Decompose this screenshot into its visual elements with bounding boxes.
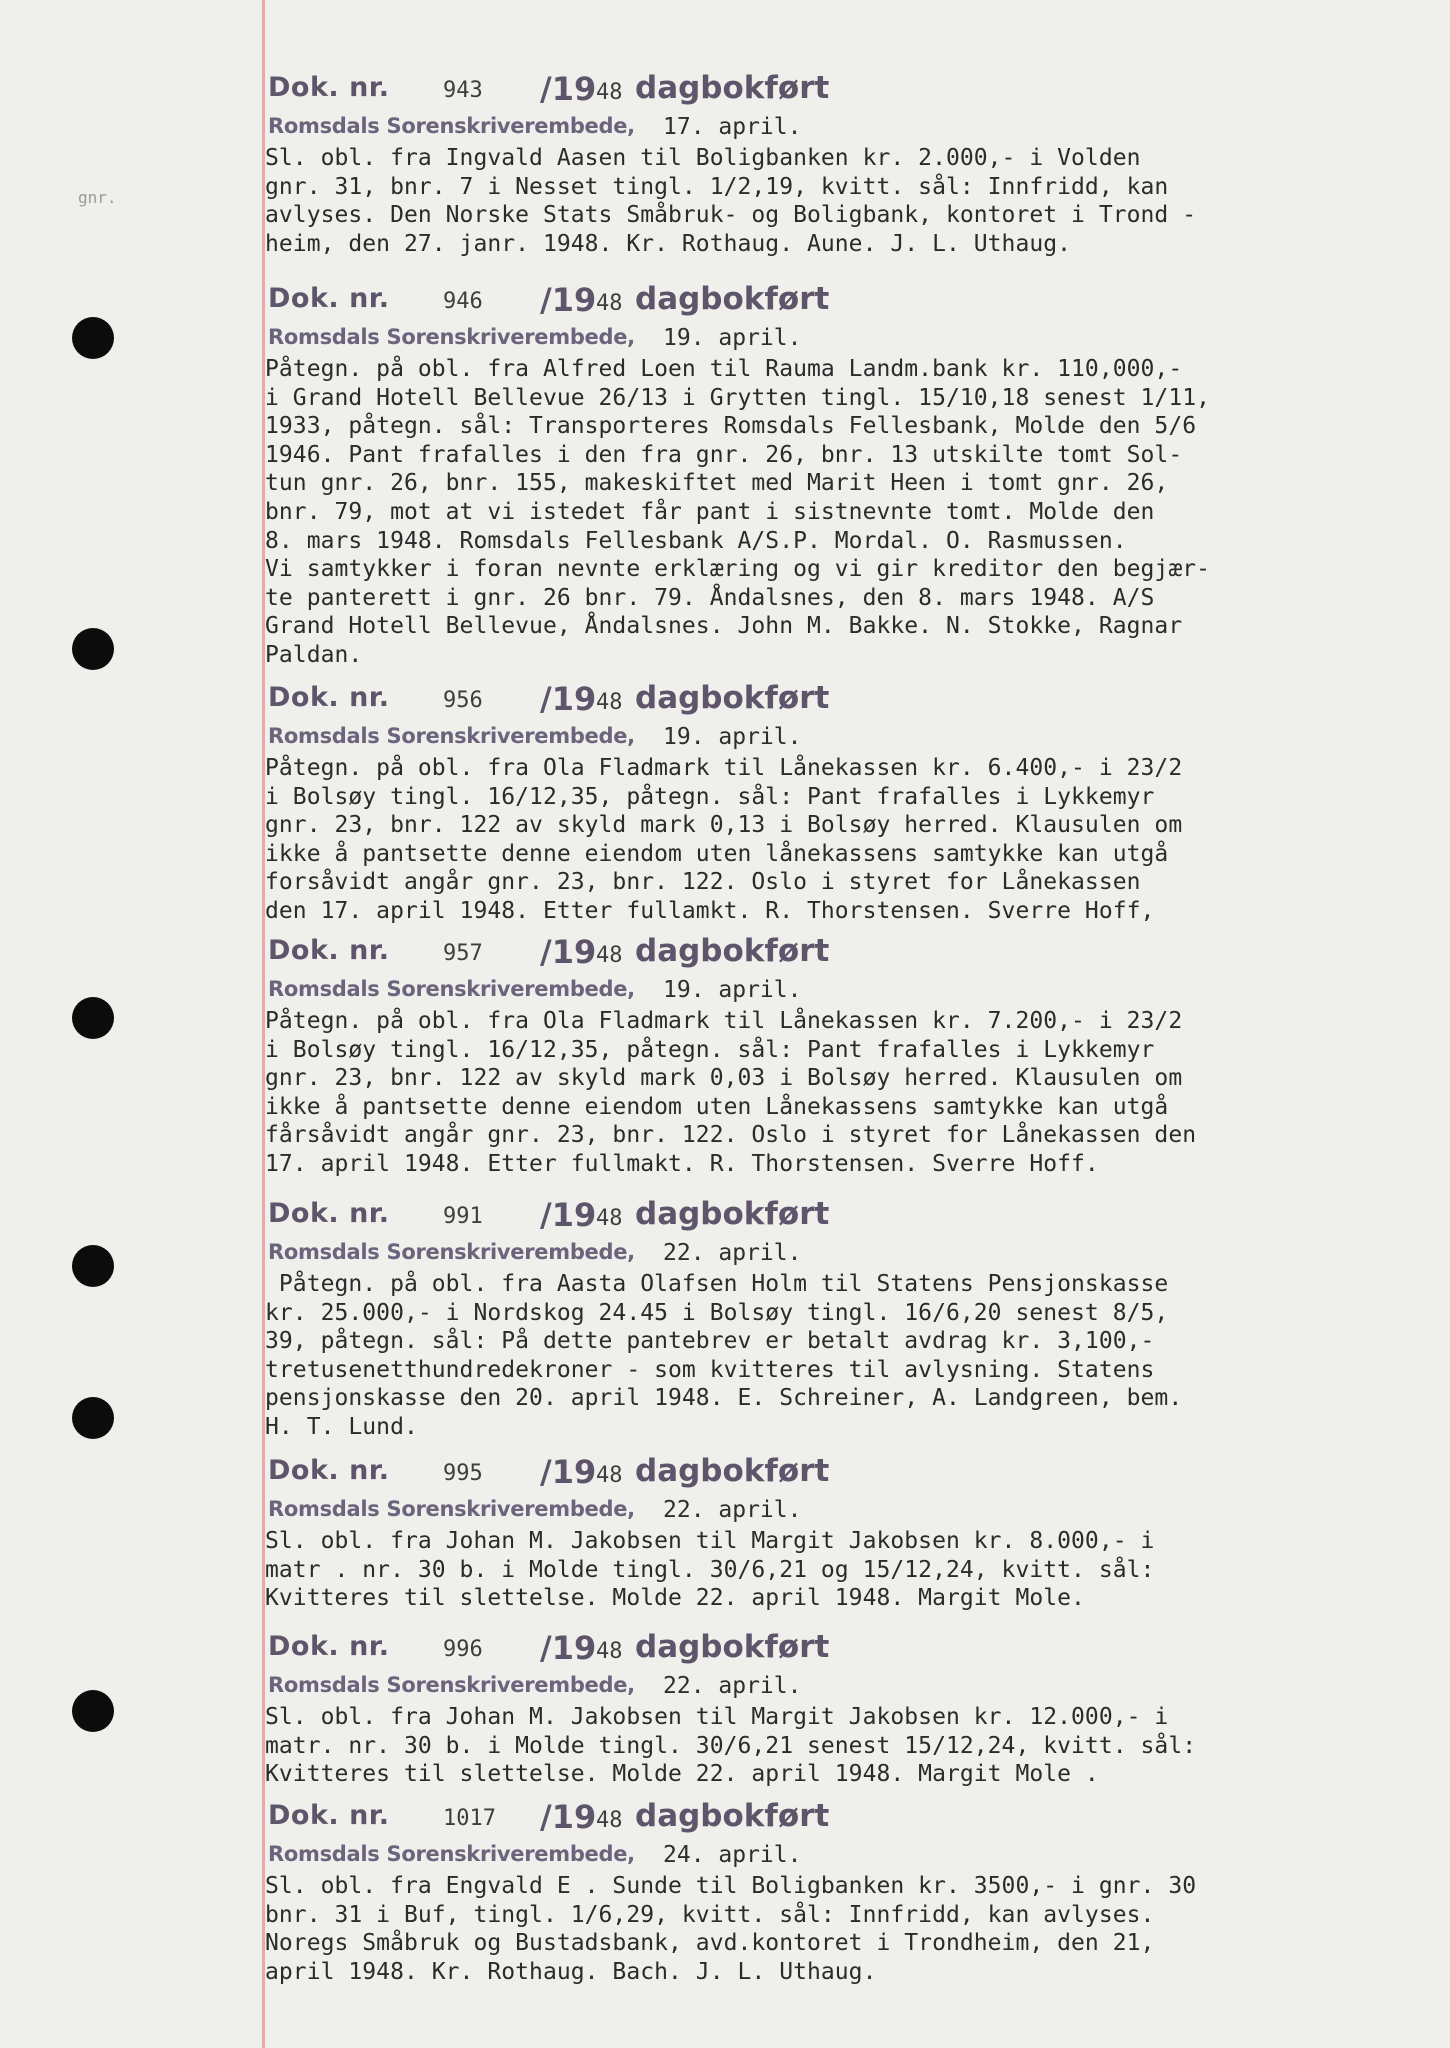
text-line: Paldan. bbox=[265, 641, 363, 668]
text-line: fårsåvidt angår gnr. 23, bnr. 122. Oslo i styret for Lånekassen den bbox=[265, 1122, 1197, 1149]
text-line: Sl. obl. fra Johan M. Jakobsen til Margit Jakobsen kr. 12.000,- i bbox=[265, 1704, 1169, 1730]
office-line bbox=[265, 1673, 1425, 1703]
year-suffix: 48 bbox=[596, 943, 623, 968]
document-entry bbox=[265, 1631, 1425, 1789]
dok-label: Dok. nr. bbox=[268, 1198, 390, 1229]
year-prefix: /19 bbox=[540, 1798, 597, 1836]
dagbok-stamp bbox=[265, 1455, 1425, 1495]
document-entry bbox=[265, 72, 1425, 258]
document-number: 956 bbox=[443, 688, 483, 713]
dok-label: Dok. nr. bbox=[268, 1800, 390, 1831]
text-line: i Bolsøy tingl. 16/12,35, påtegn. sål: Pant frafalles i Lykkemyr bbox=[265, 1036, 1155, 1063]
text-line: Kvitteres til slettelse. Molde 22. april 1948. Margit Mole . bbox=[265, 1761, 1099, 1788]
document-entry bbox=[265, 1198, 1425, 1442]
year-prefix: /19 bbox=[540, 70, 597, 108]
punch-hole-icon bbox=[72, 1397, 114, 1439]
stamp-text: dagbokført bbox=[635, 1798, 830, 1834]
dok-label: Dok. nr. bbox=[268, 682, 390, 713]
year-suffix: 48 bbox=[596, 291, 623, 316]
document-number: 991 bbox=[443, 1204, 483, 1229]
entry-date: 24. april. bbox=[663, 1842, 802, 1868]
stamp-text: dagbokført bbox=[635, 1629, 830, 1665]
document-number: 943 bbox=[443, 78, 483, 103]
office-stamp: Romsdals Sorenskriverembede, bbox=[268, 1673, 635, 1697]
text-line: tun gnr. 26, bnr. 155, makeskiftet med Marit Heen i tomt gnr. 26, bbox=[265, 470, 1169, 497]
text-line: gnr. 23, bnr. 122 av skyld mark 0,03 i Bolsøy herred. Klausulen om bbox=[265, 1065, 1183, 1092]
stamp-text: dagbokført bbox=[635, 1453, 830, 1489]
office-line bbox=[265, 1240, 1425, 1270]
year-suffix: 48 bbox=[596, 1206, 623, 1231]
text-line: matr . nr. 30 b. i Molde tingl. 30/6,21 og 15/12,24, kvitt. sål: bbox=[265, 1556, 1155, 1583]
stamp-text: dagbokført bbox=[635, 1196, 830, 1232]
text-line: i Bolsøy tingl. 16/12,35, påtegn. sål: Pant frafalles i Lykkemyr bbox=[265, 783, 1155, 810]
text-line: Påtegn. på obl. fra Alfred Loen til Rauma Landm.bank kr. 110,000,- bbox=[265, 356, 1183, 382]
text-line: Noregs Småbruk og Bustadsbank, avd.kontoret i Trondheim, den 21, bbox=[265, 1930, 1155, 1957]
entry-date: 19. april. bbox=[663, 325, 802, 351]
dok-label: Dok. nr. bbox=[268, 1631, 390, 1662]
dok-label: Dok. nr. bbox=[268, 283, 390, 314]
dagbok-stamp bbox=[265, 283, 1425, 323]
office-stamp: Romsdals Sorenskriverembede, bbox=[268, 1240, 635, 1264]
year-suffix: 48 bbox=[596, 80, 623, 105]
year-suffix: 48 bbox=[596, 1463, 623, 1488]
text-line: avlyses. Den Norske Stats Småbruk- og Boligbank, kontoret i Trond - bbox=[265, 202, 1197, 229]
punch-hole-icon bbox=[72, 1245, 114, 1287]
year-prefix: /19 bbox=[540, 1196, 597, 1234]
text-line: heim, den 27. janr. 1948. Kr. Rothaug. Aune. J. L. Uthaug. bbox=[265, 230, 1072, 257]
document-number: 995 bbox=[443, 1461, 483, 1486]
side-note: gnr. bbox=[78, 188, 117, 207]
year-prefix: /19 bbox=[540, 281, 597, 319]
year-prefix: /19 bbox=[540, 1629, 597, 1667]
text-line: H. T. Lund. bbox=[265, 1413, 418, 1440]
text-line: 17. april 1948. Etter fullmakt. R. Thorstensen. Sverre Hoff. bbox=[265, 1150, 1099, 1177]
text-line: Sl. obl. fra Ingvald Aasen til Boligbanken kr. 2.000,- i Volden bbox=[265, 145, 1141, 171]
text-line: 8. mars 1948. Romsdals Fellesbank A/S.P. Mordal. O. Rasmussen. bbox=[265, 527, 1127, 554]
office-stamp: Romsdals Sorenskriverembede, bbox=[268, 1842, 635, 1866]
stamp-text: dagbokført bbox=[635, 680, 830, 716]
text-line: Påtegn. på obl. fra Ola Fladmark til Lånekassen kr. 7.200,- i 23/2 bbox=[265, 1008, 1183, 1034]
stamp-text: dagbokført bbox=[635, 933, 830, 969]
text-line: 1946. Pant frafalles i den fra gnr. 26, bnr. 13 utskilte tomt Sol- bbox=[265, 441, 1183, 468]
entry-date: 19. april. bbox=[663, 977, 802, 1003]
text-line: april 1948. Kr. Rothaug. Bach. J. L. Uthaug. bbox=[265, 1958, 877, 1985]
office-stamp: Romsdals Sorenskriverembede, bbox=[268, 977, 635, 1001]
dagbok-stamp bbox=[265, 1198, 1425, 1238]
document-number: 946 bbox=[443, 289, 483, 314]
text-line: ikke å pantsette denne eiendom uten Lånekassens samtykke kan utgå bbox=[265, 1093, 1169, 1120]
dagbok-stamp bbox=[265, 935, 1425, 975]
text-line: gnr. 23, bnr. 122 av skyld mark 0,13 i Bolsøy herred. Klausulen om bbox=[265, 812, 1183, 839]
text-line: den 17. april 1948. Etter fullamkt. R. Thorstensen. Sverre Hoff, bbox=[265, 897, 1155, 924]
punch-hole-icon bbox=[72, 997, 114, 1039]
year-prefix: /19 bbox=[540, 933, 597, 971]
year-suffix: 48 bbox=[596, 1808, 623, 1833]
punch-hole-icon bbox=[72, 1690, 114, 1732]
text-line: Vi samtykker i foran nevnte erklæring og vi gir kreditor den begjær- bbox=[265, 556, 1211, 583]
office-line bbox=[265, 325, 1425, 355]
document-number: 996 bbox=[443, 1637, 483, 1662]
office-stamp: Romsdals Sorenskriverembede, bbox=[268, 724, 635, 748]
entry-date: 19. april. bbox=[663, 724, 802, 750]
stamp-text: dagbokført bbox=[635, 70, 830, 106]
text-line: Sl. obl. fra Johan M. Jakobsen til Margit Jakobsen kr. 8.000,- i bbox=[265, 1528, 1155, 1554]
text-line: bnr. 31 i Buf, tingl. 1/6,29, kvitt. sål: Innfridd, kan avlyses. bbox=[265, 1901, 1155, 1928]
office-line bbox=[265, 1842, 1425, 1872]
text-line: Kvitteres til slettelse. Molde 22. april 1948. Margit Mole. bbox=[265, 1585, 1085, 1612]
year-suffix: 48 bbox=[596, 690, 623, 715]
dagbok-stamp bbox=[265, 1631, 1425, 1671]
office-line bbox=[265, 114, 1425, 144]
document-number: 957 bbox=[443, 941, 483, 966]
office-line bbox=[265, 1497, 1425, 1527]
text-line: Påtegn. på obl. fra Aasta Olafsen Holm til Statens Pensjonskasse bbox=[265, 1271, 1169, 1297]
office-stamp: Romsdals Sorenskriverembede, bbox=[268, 1497, 635, 1521]
office-stamp: Romsdals Sorenskriverembede, bbox=[268, 114, 635, 138]
text-line: pensjonskasse den 20. april 1948. E. Schreiner, A. Landgreen, bem. bbox=[265, 1385, 1183, 1412]
dok-label: Dok. nr. bbox=[268, 72, 390, 103]
text-line: ikke å pantsette denne eiendom uten lånekassens samtykke kan utgå bbox=[265, 840, 1169, 867]
stamp-text: dagbokført bbox=[635, 281, 830, 317]
text-line: Sl. obl. fra Engvald E . Sunde til Boligbanken kr. 3500,- i gnr. 30 bbox=[265, 1873, 1197, 1899]
text-line: matr. nr. 30 b. i Molde tingl. 30/6,21 senest 15/12,24, kvitt. sål: bbox=[265, 1732, 1197, 1759]
dagbok-stamp bbox=[265, 1800, 1425, 1840]
punch-hole-icon bbox=[72, 317, 114, 359]
entry-date: 22. april. bbox=[663, 1497, 802, 1523]
office-stamp: Romsdals Sorenskriverembede, bbox=[268, 325, 635, 349]
office-line bbox=[265, 724, 1425, 754]
document-entry bbox=[265, 1800, 1425, 1986]
document-entry bbox=[265, 283, 1425, 670]
text-line: 1933, påtegn. sål: Transporteres Romsdals Fellesbank, Molde den 5/6 bbox=[265, 413, 1197, 440]
text-line: forsåvidt angår gnr. 23, bnr. 122. Oslo i styret for Lånekassen bbox=[265, 869, 1141, 896]
text-line: te panterett i gnr. 26 bnr. 79. Åndalsnes, den 8. mars 1948. A/S bbox=[265, 584, 1155, 611]
entry-date: 22. april. bbox=[663, 1673, 802, 1699]
text-line: i Grand Hotell Bellevue 26/13 i Grytten tingl. 15/10,18 senest 1/11, bbox=[265, 384, 1211, 411]
text-line: kr. 25.000,- i Nordskog 24.45 i Bolsøy tingl. 16/6,20 senest 8/5, bbox=[265, 1299, 1169, 1326]
document-number: 1017 bbox=[443, 1806, 496, 1831]
punch-hole-icon bbox=[72, 628, 114, 670]
year-prefix: /19 bbox=[540, 1453, 597, 1491]
dagbok-stamp bbox=[265, 72, 1425, 112]
year-prefix: /19 bbox=[540, 680, 597, 718]
office-line bbox=[265, 977, 1425, 1007]
text-line: bnr. 79, mot at vi istedet får pant i sistnevnte tomt. Molde den bbox=[265, 498, 1155, 525]
text-line: 39, påtegn. sål: På dette pantebrev er betalt avdrag kr. 3,100,- bbox=[265, 1328, 1155, 1355]
dok-label: Dok. nr. bbox=[268, 1455, 390, 1486]
text-line: Påtegn. på obl. fra Ola Fladmark til Lånekassen kr. 6.400,- i 23/2 bbox=[265, 755, 1183, 781]
text-line: tretusenetthundredekroner - som kvitteres til avlysning. Statens bbox=[265, 1356, 1155, 1383]
text-line: gnr. 31, bnr. 7 i Nesset tingl. 1/2,19, kvitt. sål: Innfridd, kan bbox=[265, 173, 1169, 200]
year-suffix: 48 bbox=[596, 1639, 623, 1664]
document-entry bbox=[265, 1455, 1425, 1613]
document-entry bbox=[265, 682, 1425, 926]
dok-label: Dok. nr. bbox=[268, 935, 390, 966]
dagbok-stamp bbox=[265, 682, 1425, 722]
entry-date: 22. april. bbox=[663, 1240, 802, 1266]
text-line: Grand Hotell Bellevue, Åndalsnes. John M. Bakke. N. Stokke, Ragnar bbox=[265, 613, 1183, 640]
document-entry bbox=[265, 935, 1425, 1179]
entry-date: 17. april. bbox=[663, 114, 802, 140]
